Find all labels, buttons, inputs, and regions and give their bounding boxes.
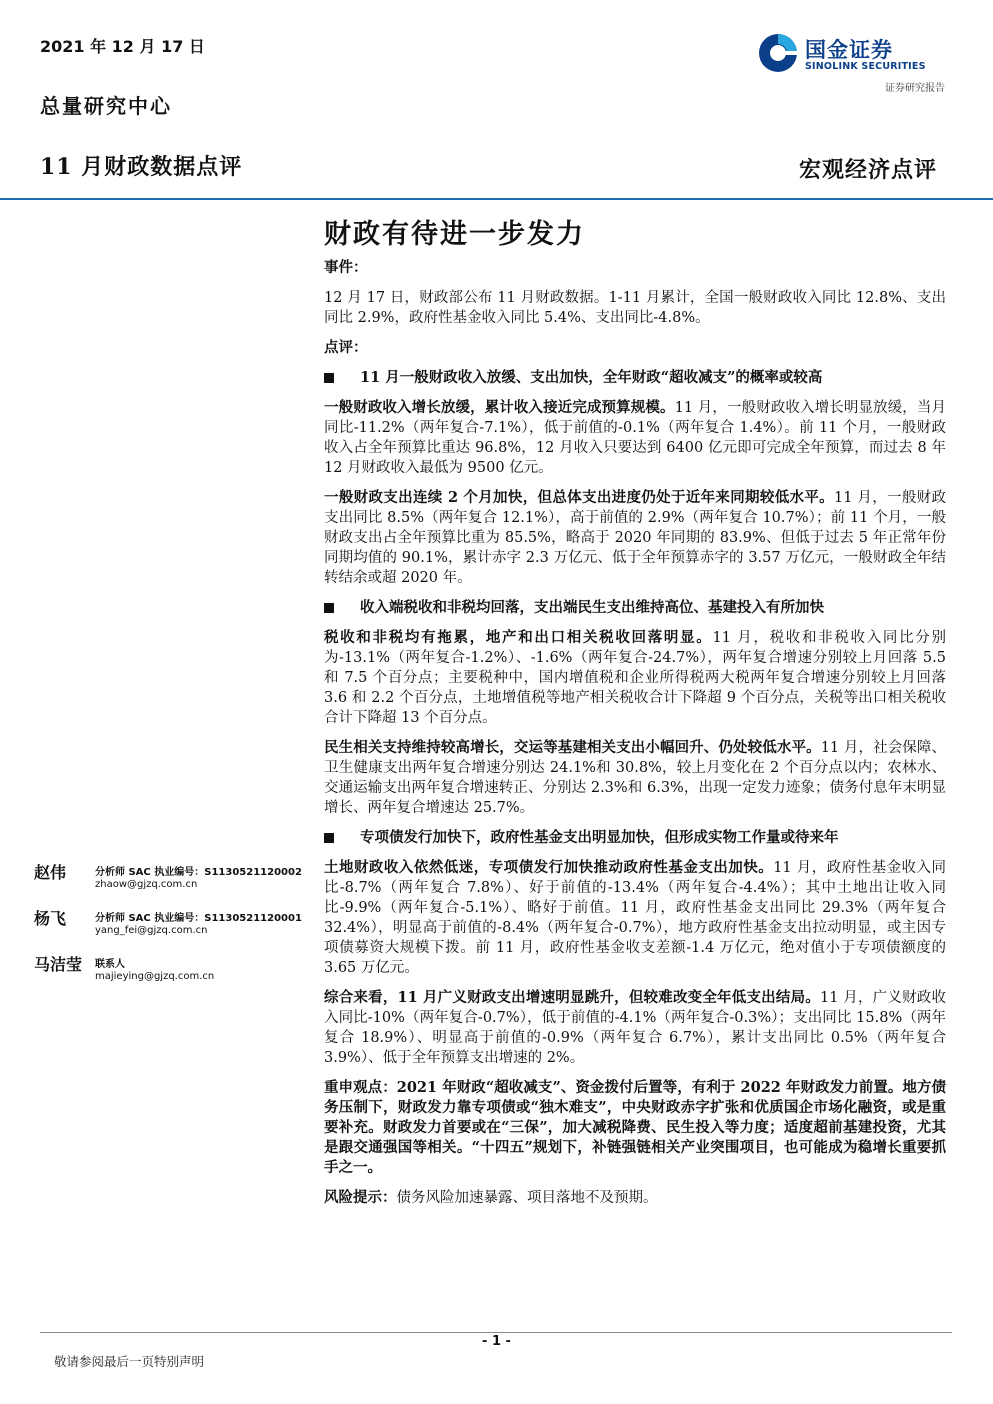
square-bullet-icon — [324, 373, 334, 383]
key-view-text: 2021 年财政“超收减支”、资金拨付后置等，有利于 2022 年财政发力前置。地方债务压制下，财政发力靠专项债或“独木难支”，中央财政赤字扩张和优质国企市场化融资，或是重要补充。财政发力首要或在“三保”，加大减税降费、民生投入等力度；适度超前基建投资，尤其是跟交通强国等相关。“十四五”规划下，补链强链相关产业突围项目，也可能成为稳增长重要抓手之一。 — [324, 1079, 946, 1176]
paragraph — [324, 858, 946, 978]
section-heading-text: 专项债发行加快下，政府性基金支出明显加快，但形成实物工作量或待来年 — [360, 829, 839, 846]
report-subtitle: 11 月财政数据点评 — [40, 154, 243, 180]
paragraph-lead: 综合来看，11 月广义财政支出增速明显跳升，但较难改变全年低支出结局。 — [324, 989, 820, 1006]
paragraph-text: 11 月，一般财政收入增长明显放缓，当月同比-11.2%（两年复合-7.1%），低于前值的-0.1%（两年复合 1.4%）。前 11 个月，一般财政收入占全年预算比重达 96.8%，12 月收入只要达到 6400 亿元即可完成全年预算，而过去 8 年 12 月财政收入最低为 9500 亿元。 — [324, 400, 947, 476]
analyst-email[interactable]: yang_fei@gjzq.com.cn — [95, 925, 208, 936]
analyst-email[interactable]: majieying@gjzq.com.cn — [95, 971, 215, 982]
paragraph-text: 11 月，一般财政支出同比 8.5%（两年复合 12.1%），高于前值的 2.9%（两年复合 10.7%）；前 11 个月，一般财政支出占全年预算比重为 85.5%，略高于 2020 年同期的 83.9%、但低于过去 5 年正常年份同期均值的 90.1%，累计赤字 2.3 万亿元、低于全年预算赤字的 3.57 万亿元，一般财政全年结转结余或超 2020 年。 — [324, 490, 946, 586]
section-heading — [324, 828, 946, 848]
risk-lead: 风险提示： — [324, 1189, 397, 1206]
paragraph — [324, 398, 946, 478]
report-type-tag: 证券研究报告 — [885, 83, 945, 94]
paragraph — [324, 738, 946, 818]
header-divider — [0, 198, 993, 200]
risk-text: 债务风险加速暴露、项目落地不及预期。 — [396, 1190, 658, 1206]
logo-text-cn: 国金证券 — [805, 38, 893, 62]
paragraph-lead: 一般财政支出连续 2 个月加快，但总体支出进度仍处于近年来同期较低水平。 — [324, 489, 834, 506]
analyst-role: 分析师 SAC 执业编号：S1130521120002 — [95, 867, 302, 878]
key-view — [324, 1078, 946, 1178]
paragraph-text: 11 月，社会保障、卫生健康支出两年复合增速分别达 24.1%和 30.8%，较上月变化在 2 个百分点以内；农林水、交通运输支出两年复合增速转正、分别达 2.3%和 6.3%，出现一定发力迹象；债务付息年末明显增长、两年复合增速达 25.7%。 — [324, 740, 947, 816]
paragraph — [324, 488, 946, 588]
section-heading — [324, 368, 946, 388]
risk-note — [324, 1188, 946, 1208]
main-title: 财政有待进一步发力 — [324, 219, 585, 250]
analyst-name: 赵伟 — [34, 863, 67, 882]
page-number: - 1 - — [482, 1334, 511, 1349]
event-label: 事件： — [324, 259, 368, 276]
report-date: 2021 年 12 月 17 日 — [40, 37, 205, 56]
paragraph-lead: 一般财政收入增长放缓，累计收入接近完成预算规模。 — [324, 399, 675, 416]
footer-disclaimer: 敬请参阅最后一页特别声明 — [54, 1354, 205, 1369]
section-heading-text: 收入端税收和非税均回落，支出端民生支出维持高位、基建投入有所加快 — [360, 599, 824, 616]
company-logo — [757, 32, 947, 102]
analyst-role: 联系人 — [95, 959, 125, 970]
paragraph-text: 11 月，税收和非税收入同比分别为-13.1%（两年复合-1.2%）、-1.6%（两年复合-24.7%），两年复合增速分别较上月回落 5.5 和 7.5 个百分点；主要税种中，国内增值税和企业所得税两大税两年复合增速分别较上月回落 3.6 和 2.2 个百分点，土地增值税等地产相关税收合计下降超 9 个百分点，关税等出口相关税收合计下降超 13 个百分点。 — [324, 630, 946, 726]
paragraph — [324, 988, 946, 1068]
analyst-role: 分析师 SAC 执业编号：S1130521120001 — [95, 913, 302, 924]
analyst-name: 杨飞 — [34, 909, 67, 928]
paragraph — [324, 628, 946, 728]
main-content — [324, 258, 946, 1218]
paragraph-lead: 民生相关支持维持较高增长，交运等基建相关支出小幅回升、仍处较低水平。 — [324, 739, 821, 756]
section-heading — [324, 598, 946, 618]
footer-divider — [40, 1332, 952, 1333]
paragraph-lead: 税收和非税均有拖累，地产和出口相关税收回落明显。 — [324, 629, 713, 646]
logo-mark-icon — [757, 32, 799, 74]
research-center: 总量研究中心 — [40, 94, 172, 118]
square-bullet-icon — [324, 603, 334, 613]
paragraph-text: 11 月，政府性基金收入同比-8.7%（两年复合 7.8%）、好于前值的-13.4%（两年复合-4.4%）；其中土地出让收入同比-9.9%（两年复合-5.1%）、略好于前值。11 月，政府性基金支出同比 29.3%（两年复合 32.4%），明显高于前值的-8.4%（两年复合-0.7%），地方政府性基金支出拉动明显，或主因专项债募资大规模下拨。前 11 月，政府性基金收支差额-1.4 万亿元，绝对值小于专项债额度的 3.65 万亿元。 — [324, 860, 946, 976]
analyst-email[interactable]: zhaow@gjzq.com.cn — [95, 879, 198, 890]
key-view-lead: 重申观点： — [324, 1079, 397, 1096]
analyst-name: 马洁莹 — [34, 955, 83, 974]
event-text: 12 月 17 日，财政部公布 11 月财政数据。1-11 月累计，全国一般财政收入同比 12.8%、支出同比 2.9%，政府性基金收入同比 5.4%、支出同比-4.8%。 — [324, 290, 946, 326]
logo-text-en: SINOLINK SECURITIES — [805, 61, 926, 72]
paragraph-text: 11 月，广义财政收入同比-10%（两年复合-0.7%），低于前值的-4.1%（两年复合-0.3%）；支出同比 15.8%（两年复合 18.9%）、明显高于前值的-0.9%（两年复合 6.7%），累计支出同比 0.5%（两年复合 3.9%）、低于全年预算支出增速的 2%。 — [324, 990, 946, 1066]
paragraph-lead: 土地财政收入依然低迷，专项债发行加快推动政府性基金支出加快。 — [324, 859, 774, 876]
report-category: 宏观经济点评 — [798, 157, 937, 183]
comment-label: 点评： — [324, 339, 368, 356]
section-heading-text: 11 月一般财政收入放缓、支出加快，全年财政“超收减支”的概率或较高 — [360, 369, 823, 386]
square-bullet-icon — [324, 833, 334, 843]
